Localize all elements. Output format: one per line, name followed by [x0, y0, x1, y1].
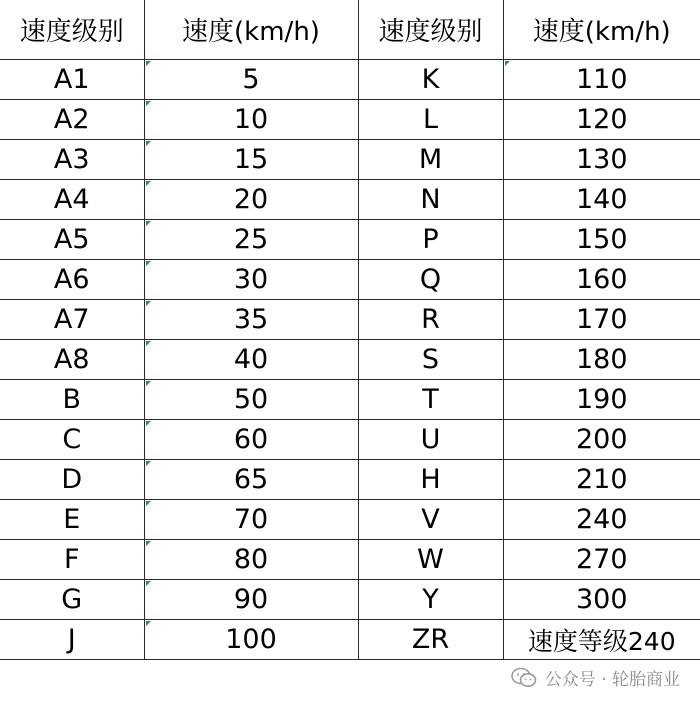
table-row: [0, 260, 700, 300]
speed-value-cell: 120: [503, 100, 700, 140]
speed-value-cell: 190: [503, 380, 700, 420]
speed-value-cell: 130: [503, 140, 700, 180]
speed-value-cell: 240: [503, 500, 700, 540]
speed-level-cell: A8: [0, 340, 144, 380]
watermark: [511, 665, 680, 690]
table-row: [0, 580, 700, 620]
speed-level-cell: L: [358, 100, 503, 140]
table-row: [0, 180, 700, 220]
speed-level-cell: D: [0, 460, 144, 500]
header-cell: 速度(km/h): [503, 0, 700, 60]
speed-value-cell: 110: [503, 60, 700, 100]
wechat-icon: [511, 667, 537, 689]
table-row: [0, 380, 700, 420]
speed-value-cell: 270: [503, 540, 700, 580]
speed-level-cell: V: [358, 500, 503, 540]
speed-value-cell: 200: [503, 420, 700, 460]
speed-value-cell: 140: [503, 180, 700, 220]
speed-level-cell: A4: [0, 180, 144, 220]
speed-value-cell: 30: [144, 260, 358, 300]
table-row: [0, 500, 700, 540]
speed-level-cell: J: [0, 620, 144, 660]
table-row: [0, 220, 700, 260]
speed-level-cell: U: [358, 420, 503, 460]
speed-value-cell: 80: [144, 540, 358, 580]
speed-level-cell: N: [358, 180, 503, 220]
table-row: [0, 300, 700, 340]
speed-value-cell: 速度等级240: [503, 620, 700, 660]
speed-value-cell: 60: [144, 420, 358, 460]
speed-level-cell: C: [0, 420, 144, 460]
speed-level-cell: W: [358, 540, 503, 580]
header-cell: 速度级别: [358, 0, 503, 60]
speed-level-cell: B: [0, 380, 144, 420]
table-row: [0, 340, 700, 380]
speed-level-cell: Y: [358, 580, 503, 620]
speed-value-cell: 35: [144, 300, 358, 340]
table-row: [0, 460, 700, 500]
speed-level-cell: Q: [358, 260, 503, 300]
speed-level-cell: M: [358, 140, 503, 180]
speed-value-cell: 100: [144, 620, 358, 660]
speed-level-cell: A6: [0, 260, 144, 300]
speed-level-cell: H: [358, 460, 503, 500]
speed-value-cell: 20: [144, 180, 358, 220]
speed-level-cell: ZR: [358, 620, 503, 660]
speed-value-cell: 70: [144, 500, 358, 540]
header-row: [0, 0, 700, 60]
speed-value-cell: 150: [503, 220, 700, 260]
speed-level-cell: A3: [0, 140, 144, 180]
speed-level-cell: E: [0, 500, 144, 540]
table-row: [0, 100, 700, 140]
speed-value-cell: 10: [144, 100, 358, 140]
speed-level-cell: A2: [0, 100, 144, 140]
speed-level-cell: A7: [0, 300, 144, 340]
header-cell: 速度级别: [0, 0, 144, 60]
header-cell: 速度(km/h): [144, 0, 358, 60]
speed-level-cell: P: [358, 220, 503, 260]
speed-value-cell: 50: [144, 380, 358, 420]
table-row: [0, 60, 700, 100]
speed-value-cell: 210: [503, 460, 700, 500]
speed-level-cell: A5: [0, 220, 144, 260]
table-row: [0, 620, 700, 660]
speed-level-cell: S: [358, 340, 503, 380]
speed-level-cell: G: [0, 580, 144, 620]
speed-value-cell: 5: [144, 60, 358, 100]
speed-value-cell: 15: [144, 140, 358, 180]
table-row: [0, 140, 700, 180]
speed-value-cell: 65: [144, 460, 358, 500]
speed-level-cell: R: [358, 300, 503, 340]
speed-level-cell: T: [358, 380, 503, 420]
speed-value-cell: 90: [144, 580, 358, 620]
speed-level-cell: K: [358, 60, 503, 100]
table-row: [0, 540, 700, 580]
speed-level-cell: F: [0, 540, 144, 580]
speed-value-cell: 300: [503, 580, 700, 620]
speed-level-cell: A1: [0, 60, 144, 100]
speed-value-cell: 25: [144, 220, 358, 260]
speed-value-cell: 170: [503, 300, 700, 340]
table-row: [0, 420, 700, 460]
watermark-text: 公众号 · 轮胎商业: [544, 670, 680, 690]
speed-value-cell: 160: [503, 260, 700, 300]
speed-value-cell: 180: [503, 340, 700, 380]
speed-value-cell: 40: [144, 340, 358, 380]
